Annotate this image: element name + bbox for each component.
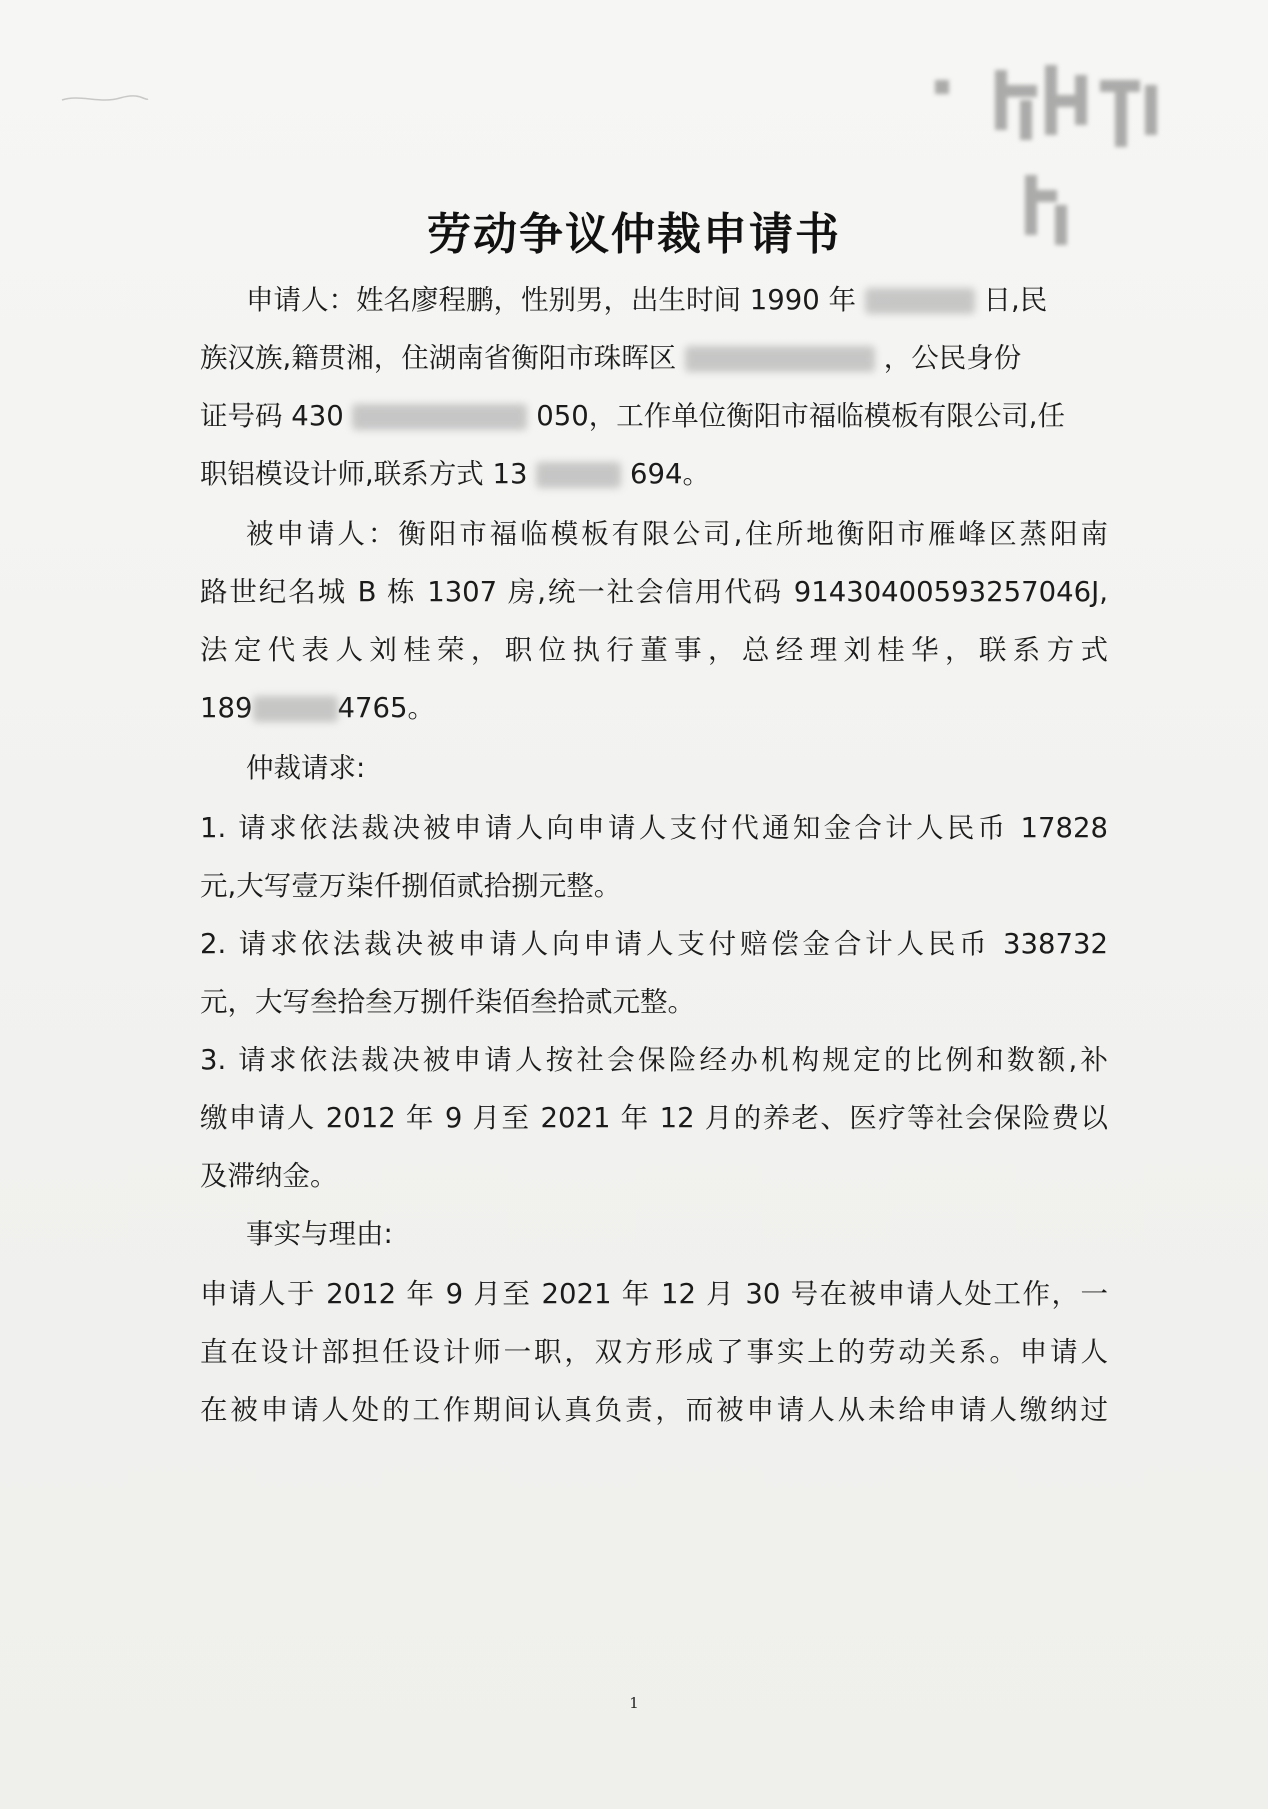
respondent-line-4 [200,690,1108,726]
applicant-line-2 [200,340,1108,376]
claim-2-line-2: 元，大写叁拾叁万捌仟柒佰叁拾贰元整。 [200,986,695,1018]
applicant-text: 694。 [629,458,710,490]
applicant-text: 证号码 430 [200,400,344,432]
claim-3-line-3: 及滞纳金。 [200,1160,338,1192]
claim-3-line-1: 3. 请求依法裁决被申请人按社会保险经办机构规定的比例和数额,补 [200,1044,1108,1076]
redaction-block [865,288,975,314]
applicant-text: 申请人：姓名廖程鹏，性别男，出生时间 1990 年 [246,284,856,316]
claim-3-line-2: 缴申请人 2012 年 9 月至 2021 年 12 月的养老、医疗等社会保险费以 [200,1102,1108,1134]
applicant-line-3 [200,398,1108,434]
redaction-block [536,462,621,488]
claim-1-line-2: 元,大写壹万柒仟捌佰贰拾捌元整。 [200,870,622,902]
applicant-text: 职铝模设计师,联系方式 13 [200,458,528,490]
applicant-text: 日,民 [983,284,1048,316]
redaction-block [685,346,875,372]
claim-1-line-1: 1. 请求依法裁决被申请人向申请人支付代通知金合计人民币 17828 [200,812,1108,844]
redaction-block [352,404,527,430]
applicant-line-4 [200,456,1108,492]
applicant-line-1 [246,282,1108,318]
respondent-line-3: 法定代表人刘桂荣，职位执行董事，总经理刘桂华，联系方式 [200,634,1108,666]
document-title: 劳动争议仲裁申请书 [427,209,841,260]
facts-line-3: 在被申请人处的工作期间认真负责，而被申请人从未给申请人缴纳过 [200,1394,1108,1426]
facts-heading: 事实与理由: [246,1218,393,1250]
applicant-text: ，公民身份 [883,342,1022,374]
facts-line-2: 直在设计部担任设计师一职，双方形成了事实上的劳动关系。申请人 [200,1336,1108,1368]
scan-artifact [60,92,150,106]
respondent-text: 4765。 [337,692,435,724]
claims-heading: 仲裁请求: [246,752,366,784]
page-number: 1 [629,1694,639,1712]
respondent-line-1: 被申请人：衡阳市福临模板有限公司,住所地衡阳市雁峰区蒸阳南 [246,518,1108,550]
claim-2-line-1: 2. 请求依法裁决被申请人向申请人支付赔偿金合计人民币 338732 [200,928,1108,960]
applicant-text: 族汉族,籍贯湘，住湖南省衡阳市珠晖区 [200,342,677,374]
facts-line-1: 申请人于 2012 年 9 月至 2021 年 12 月 30 号在被申请人处工作，一 [200,1278,1108,1310]
redaction-block [253,696,338,722]
applicant-text: 050，工作单位衡阳市福临模板有限公司,任 [536,400,1065,432]
respondent-line-2: 路世纪名城 B 栋 1307 房,统一社会信用代码 91430400593257046J, [200,576,1108,608]
respondent-text: 189 [200,692,253,724]
